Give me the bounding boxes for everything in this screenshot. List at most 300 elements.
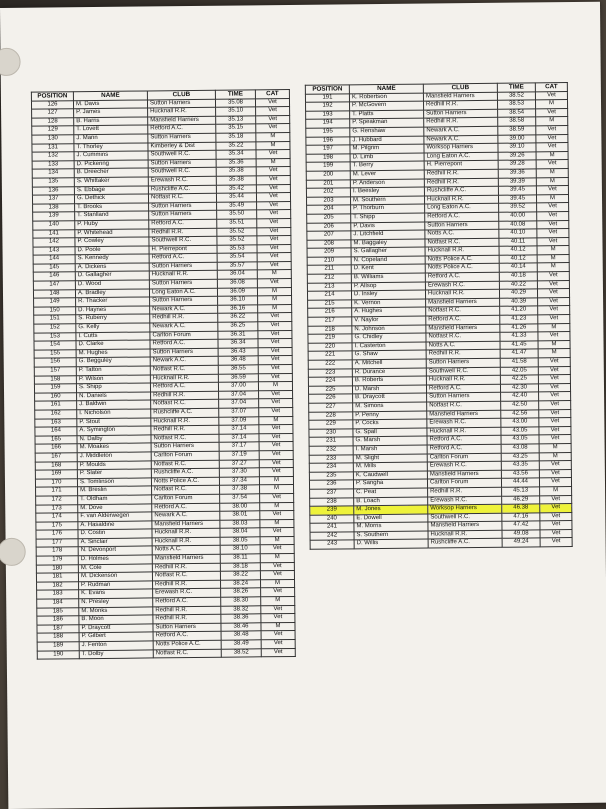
cell-time: 36.04 (217, 270, 257, 279)
cell-club: Redhill R.R. (424, 118, 498, 127)
cell-cat: M (258, 296, 292, 305)
cell-cat: M (256, 132, 290, 141)
cell-name: P. Davis (351, 222, 425, 231)
cell-pos: 218 (308, 325, 352, 334)
cell-time: 36.08 (217, 279, 257, 288)
cell-club: Notfast R.C. (148, 193, 216, 202)
cell-name: J. Hubbard (350, 136, 424, 145)
cell-name: S. Southern (354, 531, 428, 540)
cell-club: Retford A.C. (425, 212, 499, 221)
cell-cat: Vet (539, 461, 571, 470)
cell-club: Redhill R.R. (423, 100, 497, 109)
cell-name: K. Evans (79, 589, 153, 598)
cell-pos: 205 (307, 214, 351, 223)
cell-cat: Vet (539, 478, 571, 487)
cell-pos: 235 (309, 472, 353, 481)
cell-pos: 195 (306, 128, 350, 137)
cell-time: 35.10 (216, 107, 256, 116)
cell-name: S. Kennedy (75, 254, 149, 263)
cell-pos: 153 (34, 332, 76, 341)
cell-name: A. Bradley (75, 289, 149, 298)
cell-club: Notts A.C. (426, 341, 500, 350)
cell-time: 40.12 (499, 246, 537, 255)
cell-cat: Vet (258, 364, 292, 373)
cell-name: S. Tomlinson (77, 478, 151, 487)
cell-pos: 133 (32, 160, 74, 169)
cell-club: Southwell R.C. (149, 236, 217, 245)
cell-name: M. Moakes (77, 443, 151, 452)
cell-name: P. Allsop (351, 282, 425, 291)
cell-club: Redhill R.R. (426, 350, 500, 359)
cell-name: K. Robertson (349, 93, 423, 102)
cell-pos: 136 (32, 186, 74, 195)
cell-time: 41.45 (500, 341, 538, 350)
cell-name: A. Hasaldine (78, 521, 152, 530)
cell-name: P. Speakman (350, 118, 424, 127)
cell-club: Mansfield Harriers (427, 470, 501, 479)
cell-pos: 236 (309, 480, 353, 489)
cell-pos: 177 (36, 539, 78, 548)
cell-time: 40.12 (499, 255, 537, 264)
cell-cat: Vet (540, 538, 572, 547)
cell-time: 38.52 (221, 648, 261, 657)
cell-club: Notfast R.C. (151, 434, 219, 443)
cell-pos: 166 (35, 444, 77, 453)
cell-club: Sutton Harriers (151, 443, 219, 452)
cell-club: Retford A.C. (426, 384, 500, 393)
cell-club: Notts A.C. (152, 546, 220, 555)
cell-club: Notfast R.C. (152, 486, 220, 495)
cell-club: Sutton Harriers (426, 358, 500, 367)
cell-club: Retford A.C. (150, 382, 218, 391)
cell-pos: 137 (32, 195, 74, 204)
col-header-name: NAME (73, 91, 147, 100)
cell-pos: 226 (309, 394, 353, 403)
cell-club: Carlton Forum (152, 494, 220, 503)
cell-time: 40.00 (499, 212, 537, 221)
cell-club: Notts Police A.C. (153, 640, 221, 649)
cell-time: 35.38 (216, 167, 256, 176)
cell-name: D. Holmes (78, 555, 152, 564)
cell-club: Sutton Harriers (149, 202, 217, 211)
cell-club: Redhill R.R. (424, 178, 498, 187)
cell-club: Rushcliffe A.C. (428, 539, 502, 548)
cell-pos: 159 (34, 384, 76, 393)
cell-pos: 130 (32, 135, 74, 144)
cell-time: 39.10 (498, 143, 536, 152)
cell-time: 35.57 (217, 262, 257, 271)
cell-name: I. Beesley (350, 187, 424, 196)
col-header-name: NAME (349, 84, 423, 93)
cell-name: J. Cummins (74, 151, 148, 160)
cell-pos: 207 (307, 231, 351, 240)
cell-time: 42.25 (500, 375, 538, 384)
cell-pos: 213 (307, 282, 351, 291)
cell-cat: Vet (536, 126, 568, 135)
cell-pos: 191 (305, 93, 349, 102)
cell-pos: 151 (34, 315, 76, 324)
cell-club: Mansfield Harriers (426, 298, 500, 307)
cell-club: Retford A.C. (426, 315, 500, 324)
cell-name: P. Stout (77, 418, 151, 427)
cell-time: 39.52 (499, 203, 537, 212)
cell-cat: Vet (537, 237, 569, 246)
cell-cat: Vet (540, 529, 572, 538)
cell-club: Mansfield Harriers (428, 522, 502, 531)
cell-name: P. Sangha (353, 479, 427, 488)
cell-name: P. Rudman (79, 581, 153, 590)
cell-cat: Vet (538, 315, 570, 324)
cell-club: Redhill R.R. (151, 391, 219, 400)
cell-name: I. Cutts (76, 332, 150, 341)
cell-pos: 152 (34, 324, 76, 333)
cell-pos: 215 (308, 300, 352, 309)
cell-time: 41.47 (500, 349, 538, 358)
cell-time: 37.27 (219, 459, 259, 468)
cell-pos: 156 (34, 358, 76, 367)
cell-cat: M (539, 443, 571, 452)
cell-time: 35.52 (217, 236, 257, 245)
cell-name: E. Dowell (354, 514, 428, 523)
cell-club: Redhill R.R. (153, 580, 221, 589)
cell-club: Carlton Forum (150, 331, 218, 340)
cell-name: P. Penny (353, 411, 427, 420)
cell-pos: 206 (307, 222, 351, 231)
cell-pos: 165 (35, 435, 77, 444)
cell-name: M. Dickenson (78, 572, 152, 581)
cell-cat: Vet (257, 253, 291, 262)
cell-club: Kimberley & Dist (148, 142, 216, 151)
col-header-position: POSITION (305, 85, 349, 94)
results-table-left (31, 89, 296, 660)
cell-time: 37.04 (219, 391, 259, 400)
cell-pos: 217 (308, 317, 352, 326)
cell-pos: 225 (308, 386, 352, 395)
cell-club: Rushcliffe A.C. (148, 185, 216, 194)
cell-name: M. Mills (353, 462, 427, 471)
cell-time: 41.23 (500, 315, 538, 324)
cell-time: 35.36 (216, 159, 256, 168)
cell-name: P. Whitehead (75, 228, 149, 237)
cell-name: T. Oldham (78, 495, 152, 504)
cell-time: 35.15 (216, 124, 256, 133)
cell-cat: Vet (261, 639, 295, 648)
cell-club: Mansfield Harriers (152, 520, 220, 529)
cell-club: Sutton Harriers (149, 211, 217, 220)
cell-name: B. Draycott (353, 393, 427, 402)
cell-cat: Vet (257, 210, 291, 219)
cell-cat: M (260, 485, 294, 494)
cell-time: 40.14 (499, 263, 537, 272)
cell-club: Notfast R.C. (425, 238, 499, 247)
cell-name: M. Morris (354, 522, 428, 531)
cell-pos: 174 (36, 513, 78, 522)
cell-pos: 190 (37, 650, 79, 659)
cell-cat: Vet (538, 358, 570, 367)
cell-pos: 224 (308, 377, 352, 386)
cell-pos: 140 (33, 221, 75, 230)
cell-name: B. Harris (74, 117, 148, 126)
cell-time: 35.49 (217, 202, 257, 211)
cell-club: H. Pierrepont (149, 245, 217, 254)
cell-time: 35.54 (217, 253, 257, 262)
cell-cat: M (538, 340, 570, 349)
cell-time: 37.34 (219, 477, 259, 486)
cell-name: G. Begguley (76, 357, 150, 366)
cell-name: S. Gallagher (351, 247, 425, 256)
cell-cat: Vet (260, 562, 294, 571)
cell-cat: Vet (259, 450, 293, 459)
cell-cat: Vet (258, 373, 292, 382)
cell-name: D. Poole (75, 246, 149, 255)
cell-club: Newark A.C. (150, 305, 218, 314)
cell-time: 38.04 (220, 528, 260, 537)
cell-name: C. Peat (354, 488, 428, 497)
cell-time: 42.50 (501, 401, 539, 410)
cell-cat: Vet (537, 229, 569, 238)
cell-pos: 161 (35, 401, 77, 410)
cell-name: B. Williams (351, 273, 425, 282)
cell-name: G. Shaw (352, 350, 426, 359)
cell-name: A. Dickens (75, 263, 149, 272)
cell-cat: Vet (260, 528, 294, 537)
cell-name: M. Lever (350, 170, 424, 179)
cell-name: G. Chidley (352, 333, 426, 342)
punch-hole (0, 538, 26, 566)
cell-cat: Vet (537, 272, 569, 281)
cell-club: Redhill R.R. (149, 228, 217, 237)
cell-time: 35.13 (216, 116, 256, 125)
cell-time: 36.55 (218, 365, 258, 374)
cell-name: A. Mitchell (352, 359, 426, 368)
cell-pos: 185 (37, 607, 79, 616)
cell-time: 47.42 (502, 521, 540, 530)
cell-cat: Vet (539, 409, 571, 418)
cell-club: Hucknall R.R. (148, 107, 216, 116)
cell-club: Erewash R.C. (148, 176, 216, 185)
cell-name: J. Litchfield (351, 230, 425, 239)
cell-club: Retford A.C. (427, 436, 501, 445)
cell-cat: Vet (256, 184, 290, 193)
cell-club: Retford A.C. (427, 444, 501, 453)
cell-name: S. Ruberry (76, 314, 150, 323)
cell-pos: 237 (310, 489, 354, 498)
cell-club: Notts A.C. (425, 229, 499, 238)
cell-name: R. Thacker (76, 297, 150, 306)
cell-name: J. Middleton (77, 452, 151, 461)
cell-cat: Vet (539, 401, 571, 410)
cell-time: 39.26 (498, 152, 536, 161)
cell-name: T. Brooks (75, 203, 149, 212)
cell-cat: Vet (537, 211, 569, 220)
cell-cat: M (257, 270, 291, 279)
cell-name: D. Willis (354, 540, 428, 549)
cell-name: D. Gallagher (75, 271, 149, 280)
cell-cat: Vet (258, 321, 292, 330)
cell-cat: Vet (539, 418, 571, 427)
cell-cat: M (537, 263, 569, 272)
cell-pos: 131 (32, 143, 74, 152)
cell-time: 40.10 (499, 229, 537, 238)
cell-club: Hucknall R.R. (425, 290, 499, 299)
cell-name: G. Spall (353, 428, 427, 437)
cell-time: 40.22 (499, 281, 537, 290)
cell-cat: Vet (258, 313, 292, 322)
cell-name: N. Devonport (78, 546, 152, 555)
cell-pos: 162 (35, 410, 77, 419)
cell-club: Retford A.C. (148, 125, 216, 134)
cell-pos: 170 (35, 478, 77, 487)
cell-cat: Vet (539, 469, 571, 478)
cell-cat: M (536, 194, 568, 203)
cell-time: 38.18 (220, 562, 260, 571)
cell-time: 38.52 (497, 91, 535, 100)
cell-time: 35.34 (216, 150, 256, 159)
cell-club: Long Eaton A.C. (424, 152, 498, 161)
cell-club: Worksop Harriers (424, 143, 498, 152)
cell-name: G. Dethick (74, 194, 148, 203)
cell-name: B. Roberts (352, 376, 426, 385)
cell-time: 38.49 (221, 640, 261, 649)
cell-club: Hucknall R.R. (428, 530, 502, 539)
cell-pos: 229 (309, 420, 353, 429)
cell-time: 35.53 (217, 245, 257, 254)
cell-pos: 219 (308, 334, 352, 343)
cell-cat: Vet (538, 375, 570, 384)
cell-time: 36.34 (218, 339, 258, 348)
col-header-cat: CAT (255, 89, 289, 98)
cell-name: K. Vernon (352, 299, 426, 308)
cell-pos: 157 (34, 367, 76, 376)
cell-club: Erewash R.C. (427, 461, 501, 470)
cell-cat: Vet (256, 150, 290, 159)
cell-cat: Vet (261, 631, 295, 640)
cell-club: Notfast R.C. (150, 365, 218, 374)
cell-name: I. Marsh (353, 445, 427, 454)
cell-pos: 142 (33, 238, 75, 247)
cell-name: T. Thorley (74, 143, 148, 152)
cell-club: Retford A.C. (149, 219, 217, 228)
cell-club: Mansfield Harriers (152, 554, 220, 563)
cell-cat: M (260, 536, 294, 545)
cell-club: Redhill R.R. (153, 606, 221, 615)
cell-club: Worksop Harriers (428, 504, 502, 513)
cell-cat: Vet (260, 545, 294, 554)
cell-name: M. Southern (350, 196, 424, 205)
cell-time: 37.54 (220, 494, 260, 503)
cell-cat: Vet (535, 91, 567, 100)
cell-club: Hucknall R.R. (426, 375, 500, 384)
cell-pos: 223 (308, 368, 352, 377)
cell-club: Retford A.C. (153, 632, 221, 641)
cell-cat: Vet (259, 468, 293, 477)
cell-name: M. Simons (353, 402, 427, 411)
col-header-club: CLUB (147, 90, 215, 99)
cell-time: 36.31 (218, 330, 258, 339)
cell-cat: Vet (259, 407, 293, 416)
cell-time: 38.10 (220, 545, 260, 554)
cell-cat: Vet (258, 347, 292, 356)
cell-time: 45.13 (502, 487, 540, 496)
cell-pos: 184 (37, 599, 79, 608)
cell-name: T. Shipp (351, 213, 425, 222)
cell-name: M. Baggaley (351, 239, 425, 248)
cell-pos: 243 (310, 540, 354, 549)
cell-cat: Vet (540, 521, 572, 530)
cell-time: 35.52 (217, 227, 257, 236)
cell-club: Hucknall R.R. (152, 537, 220, 546)
cell-club: Notfast R.C. (426, 307, 500, 316)
cell-pos: 241 (310, 523, 354, 532)
cell-cat: Vet (538, 332, 570, 341)
cell-time: 37.14 (219, 434, 259, 443)
cell-name: B. Moon (79, 615, 153, 624)
cell-pos: 169 (35, 470, 77, 479)
cell-pos: 194 (306, 119, 350, 128)
cell-time: 39.00 (498, 134, 536, 143)
cell-cat: Vet (257, 244, 291, 253)
cell-club: Erewash R.C. (428, 496, 502, 505)
cell-time: 49.08 (502, 530, 540, 539)
cell-time: 39.28 (498, 160, 536, 169)
cell-club: Mansfield Harriers (426, 324, 500, 333)
cell-time: 39.45 (498, 186, 536, 195)
cell-club: Newark A.C. (152, 511, 220, 520)
cell-pos: 232 (309, 446, 353, 455)
cell-name: M. Dove (78, 503, 152, 512)
cell-name: M. Cole (78, 564, 152, 573)
punch-hole (0, 48, 21, 76)
cell-pos: 187 (37, 625, 79, 634)
cell-name: M. Monks (79, 607, 153, 616)
cell-name: S. Ebbage (74, 185, 148, 194)
cell-time: 40.39 (500, 298, 538, 307)
cell-pos: 220 (308, 343, 352, 352)
cell-cat: Vet (256, 167, 290, 176)
cell-pos: 149 (34, 298, 76, 307)
cell-time: 40.08 (499, 220, 537, 229)
cell-pos: 198 (306, 154, 350, 163)
cell-time: 43.05 (501, 435, 539, 444)
cell-time: 38.01 (220, 511, 260, 520)
cell-pos: 214 (307, 291, 351, 300)
cell-name: P. Moulds (77, 460, 151, 469)
cell-time: 35.42 (216, 184, 256, 193)
cell-name: M. Jones (354, 505, 428, 514)
cell-club: Notfast R.C. (152, 571, 220, 580)
cell-pos: 233 (309, 454, 353, 463)
cell-club: Newark A.C. (150, 322, 218, 331)
cell-club: Sutton Harriers (147, 99, 215, 108)
cell-time: 38.58 (498, 117, 536, 126)
cell-name: P. Wilson (76, 375, 150, 384)
cell-pos: 183 (37, 590, 79, 599)
cell-time: 40.11 (499, 238, 537, 247)
cell-club: Rushcliffe A.C. (151, 468, 219, 477)
cell-name: B. Dreecher (74, 168, 148, 177)
cell-time: 44.44 (501, 478, 539, 487)
results-sheet (0, 2, 606, 809)
cell-time: 38.24 (221, 580, 261, 589)
col-header-club: CLUB (423, 83, 497, 92)
cell-club: Erewash R.C. (425, 281, 499, 290)
cell-pos: 128 (32, 118, 74, 127)
cell-time: 37.38 (220, 485, 260, 494)
cell-pos: 138 (33, 203, 75, 212)
cell-cat: M (539, 452, 571, 461)
cell-cat: Vet (539, 435, 571, 444)
cell-cat: Vet (539, 392, 571, 401)
